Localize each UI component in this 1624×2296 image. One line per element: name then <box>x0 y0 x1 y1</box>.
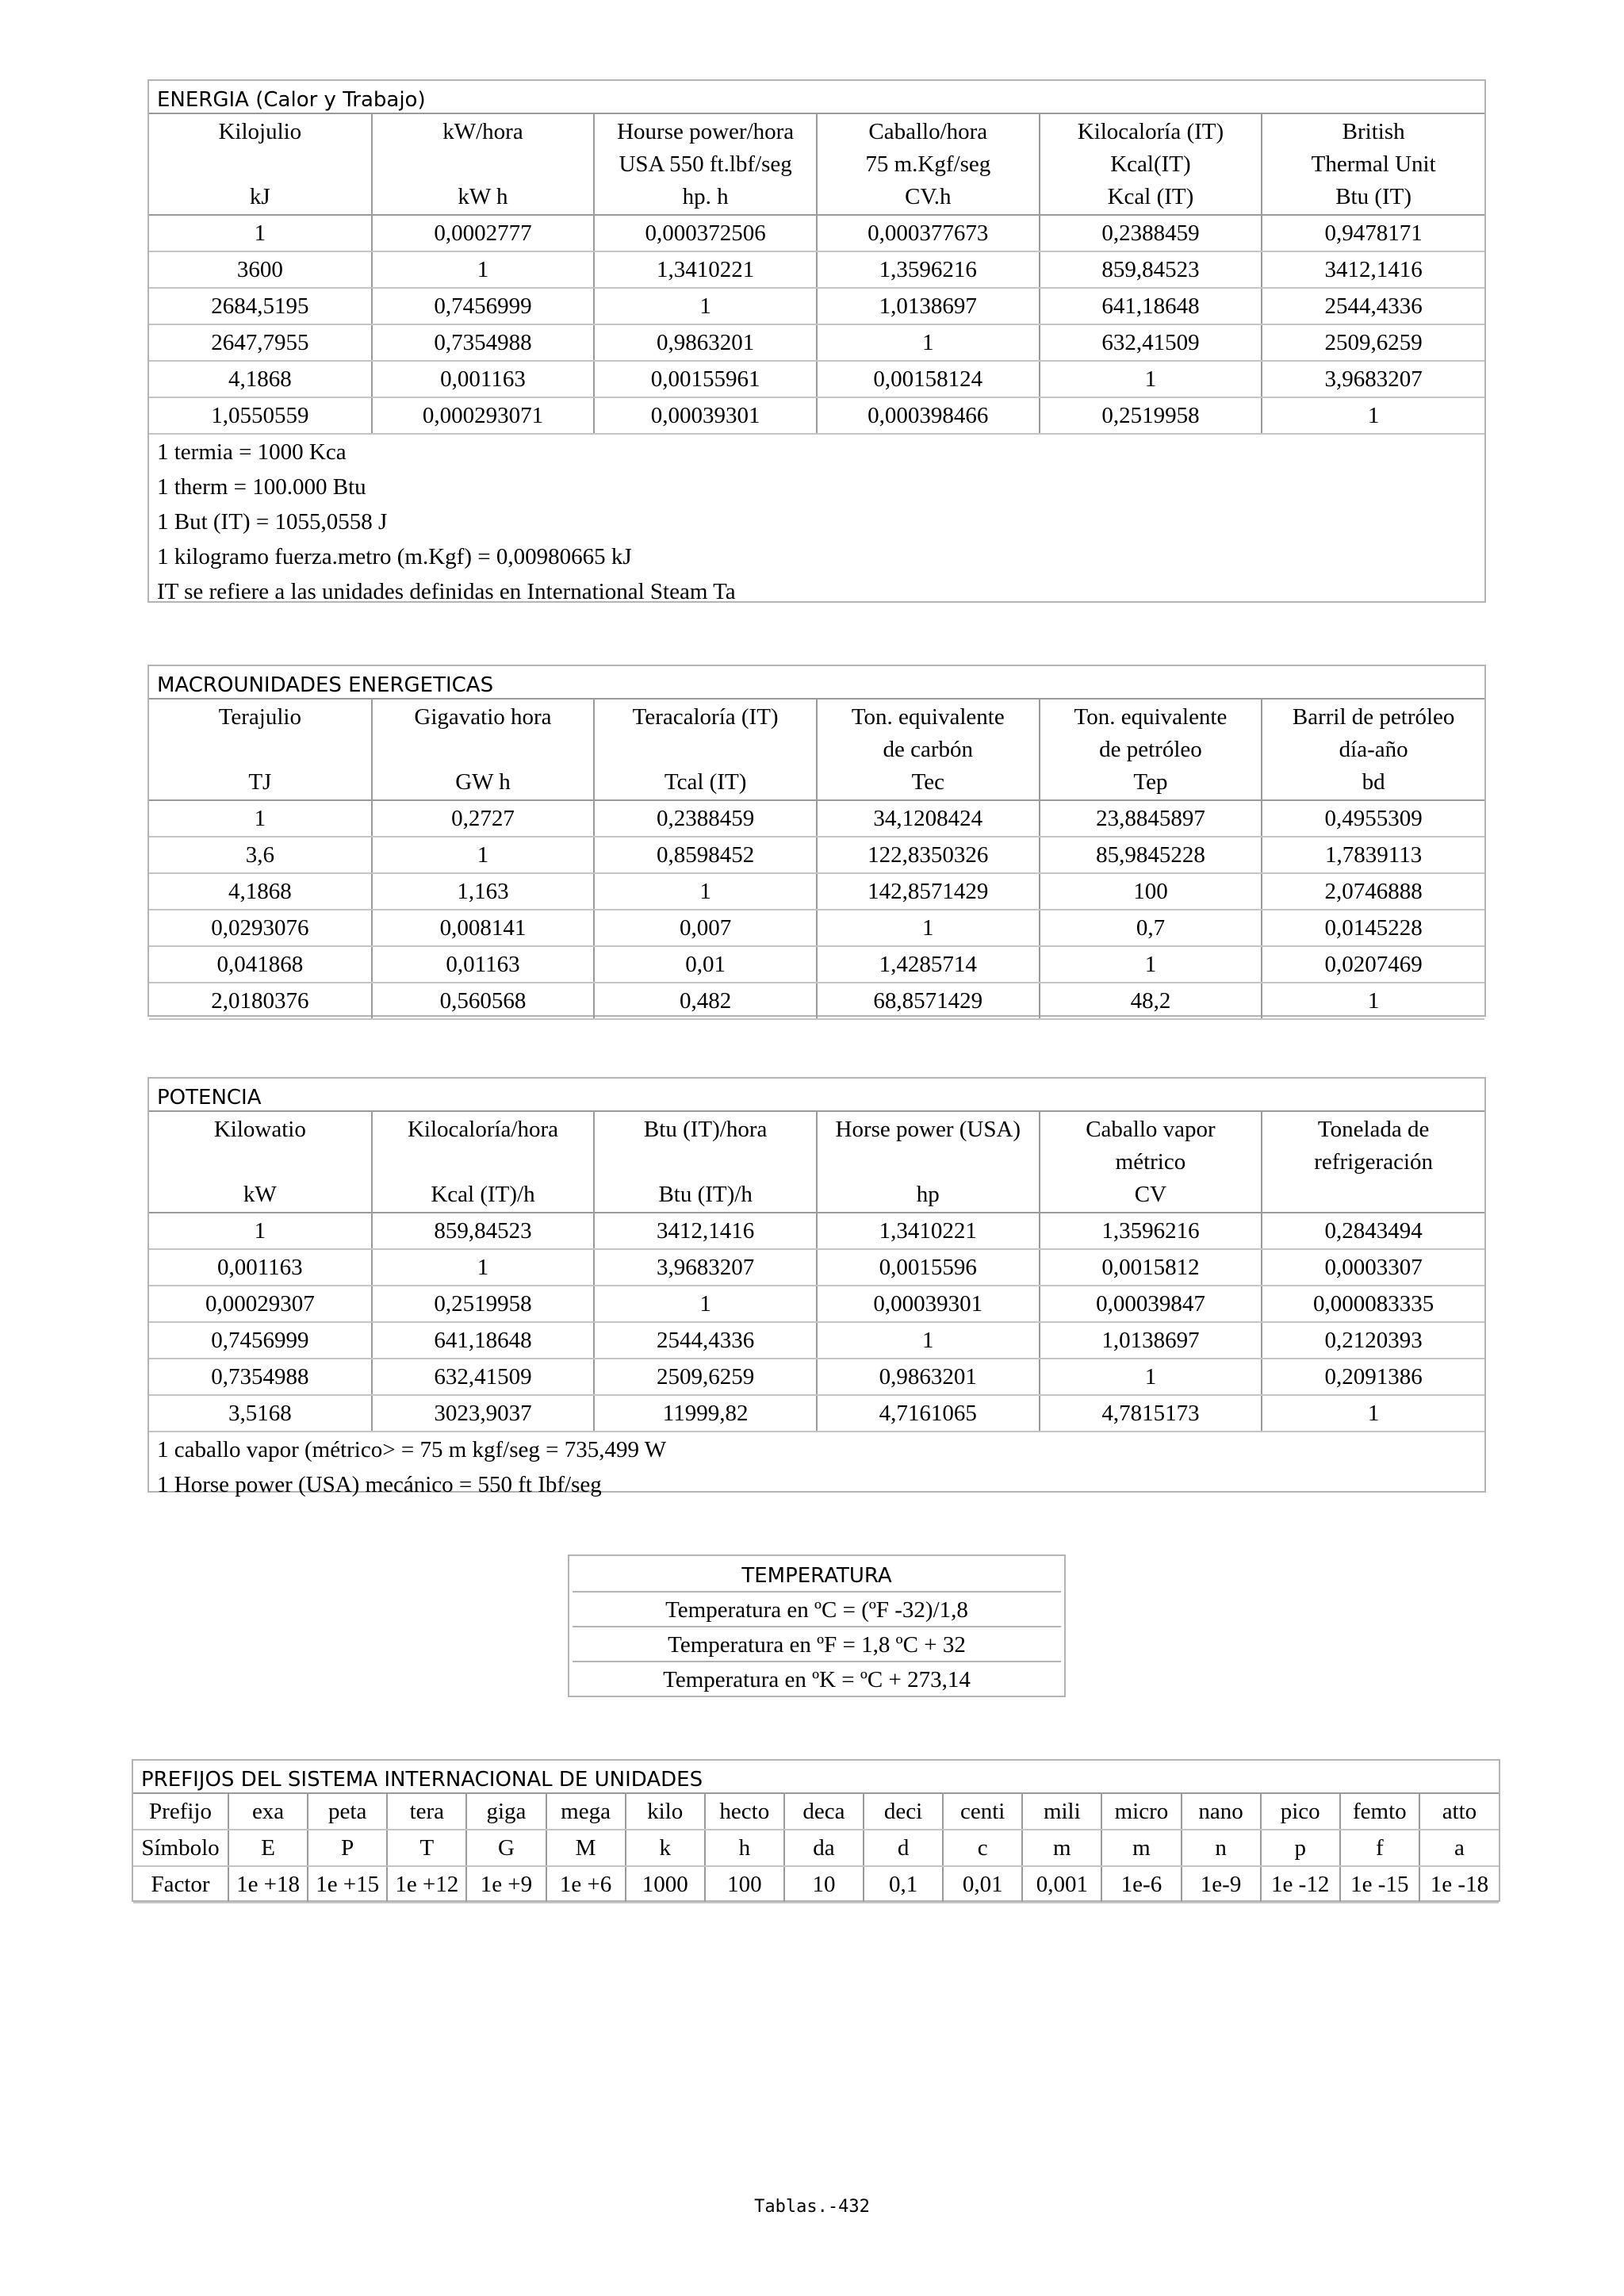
table-cell: 1 <box>1262 1395 1484 1432</box>
table-cell: 632,41509 <box>372 1359 595 1395</box>
header-cell: Caballo/hora <box>817 113 1040 149</box>
table-row <box>149 1322 1484 1359</box>
table-cell: 1 <box>817 910 1040 946</box>
table-cell: 0,1 <box>864 1866 943 1903</box>
table-cell: peta <box>308 1793 387 1830</box>
header-cell: Btu (IT)/hora <box>594 1111 817 1147</box>
table-cell: 0,560568 <box>372 983 595 1019</box>
table-cell: 0,2120393 <box>1262 1322 1484 1359</box>
energia-header <box>149 113 1484 215</box>
header-cell: Ton. equivalente <box>817 699 1040 734</box>
table-cell: 1e +6 <box>546 1866 626 1903</box>
table-row <box>149 946 1484 983</box>
header-cell: kW/hora <box>372 113 595 149</box>
table-cell: 4,7815173 <box>1040 1395 1262 1432</box>
table-row <box>149 1359 1484 1395</box>
header-cell: Kilocaloría (IT) <box>1040 113 1262 149</box>
table-cell: m <box>1101 1830 1181 1866</box>
table-cell: 100 <box>705 1866 784 1903</box>
potencia-note: 1 Horse power (USA) mecánico = 550 ft Ibf/seg <box>157 1472 602 1497</box>
table-cell: da <box>784 1830 864 1866</box>
header-cell: Terajulio <box>149 699 372 734</box>
header-cell: Tonelada de <box>1262 1111 1484 1147</box>
header-cell: TJ <box>248 769 272 795</box>
table-cell: 1 <box>594 873 817 910</box>
table-row <box>149 1286 1484 1322</box>
table-cell: 48,2 <box>1040 983 1262 1019</box>
table-cell: 1 <box>817 324 1040 361</box>
table-cell: 0,01163 <box>372 946 595 983</box>
table-row <box>149 397 1484 434</box>
table-cell: h <box>705 1830 784 1866</box>
table-row <box>149 288 1484 324</box>
table-cell: 1 <box>149 800 372 837</box>
table-cell: 0,000372506 <box>594 215 817 251</box>
header-cell: de carbón <box>817 734 1040 765</box>
prefijos-body <box>133 1793 1499 1903</box>
table-cell: kilo <box>626 1793 705 1830</box>
table-cell: 3412,1416 <box>1262 251 1484 288</box>
table-cell: 1000 <box>626 1866 705 1903</box>
table-cell: 1 <box>1262 397 1484 434</box>
energia-note: 1 termia = 1000 Kca <box>157 439 347 465</box>
table-cell: f <box>1340 1830 1419 1866</box>
header-cell: CV <box>1040 1177 1262 1213</box>
header-cell: Kcal (IT)/h <box>372 1177 595 1213</box>
table-cell: 0,000377673 <box>817 215 1040 251</box>
potencia-table <box>149 1110 1484 1432</box>
table-cell: centi <box>943 1793 1022 1830</box>
header-row <box>149 1147 1484 1177</box>
header-row <box>149 113 1484 149</box>
table-cell: P <box>308 1830 387 1866</box>
table-cell: 4,1868 <box>149 361 372 397</box>
table-cell: 1 <box>1040 1359 1262 1395</box>
table-cell: k <box>626 1830 705 1866</box>
table-cell: 2647,7955 <box>149 324 372 361</box>
table-cell: 3,9683207 <box>1262 361 1484 397</box>
table-cell: nano <box>1182 1793 1261 1830</box>
table-cell: deca <box>784 1793 864 1830</box>
table-cell: hecto <box>705 1793 784 1830</box>
table-cell: 0,0015812 <box>1040 1249 1262 1286</box>
table-row <box>149 910 1484 946</box>
table-cell: 859,84523 <box>372 1213 595 1249</box>
table-cell: mega <box>546 1793 626 1830</box>
table-cell: 1,0138697 <box>817 288 1040 324</box>
table-cell: 1,7839113 <box>1262 837 1484 873</box>
table-cell: 0,00039847 <box>1040 1286 1262 1322</box>
table-row <box>149 873 1484 910</box>
table-cell: 1e +9 <box>466 1866 546 1903</box>
macro-header <box>149 699 1484 800</box>
table-cell: Símbolo <box>133 1830 228 1866</box>
table-cell: 0,01 <box>943 1866 1022 1903</box>
table-cell: 2,0180376 <box>149 983 372 1019</box>
table-cell: deci <box>864 1793 943 1830</box>
header-row <box>149 765 1484 800</box>
table-cell: 1 <box>1040 361 1262 397</box>
table-cell: 641,18648 <box>372 1322 595 1359</box>
table-cell: 10 <box>784 1866 864 1903</box>
header-cell: British <box>1262 113 1484 149</box>
table-cell: 2,0746888 <box>1262 873 1484 910</box>
header-cell: Tec <box>817 765 1040 800</box>
table-cell: 0,008141 <box>372 910 595 946</box>
table-cell: 1 <box>372 1249 595 1286</box>
header-cell: de petróleo <box>1040 734 1262 765</box>
header-cell: Hourse power/hora <box>594 113 817 149</box>
table-cell: E <box>228 1830 308 1866</box>
table-cell: M <box>546 1830 626 1866</box>
potencia-note: 1 caballo vapor (métrico> = 75 m kgf/seg = 735,499 W <box>157 1437 667 1462</box>
table-cell: mili <box>1022 1793 1101 1830</box>
header-row <box>149 734 1484 765</box>
table-cell: 0,2843494 <box>1262 1213 1484 1249</box>
table-cell: 1 <box>594 288 817 324</box>
header-cell: día-año <box>1262 734 1484 765</box>
energia-note: IT se refiere a las unidades definidas en International Steam Ta <box>157 579 736 604</box>
header-cell <box>1262 1177 1484 1213</box>
table-cell: 1e +18 <box>228 1866 308 1903</box>
table-cell: 1e +12 <box>387 1866 466 1903</box>
temperatura-line: Temperatura en ºF = 1,8 ºC + 32 <box>573 1626 1061 1661</box>
table-cell: 1 <box>1262 983 1484 1019</box>
table-cell: 0,007 <box>594 910 817 946</box>
header-cell: CV.h <box>817 179 1040 215</box>
table-cell: 3412,1416 <box>594 1213 817 1249</box>
table-cell: 2684,5195 <box>149 288 372 324</box>
table-cell: tera <box>387 1793 466 1830</box>
table-cell: 0,2388459 <box>1040 215 1262 251</box>
table-cell: 1 <box>372 837 595 873</box>
header-cell: métrico <box>1040 1147 1262 1177</box>
table-cell: 0,2727 <box>372 800 595 837</box>
table-row <box>149 1213 1484 1249</box>
header-row <box>149 149 1484 179</box>
table-cell: 0,0002777 <box>372 215 595 251</box>
table-cell: m <box>1022 1830 1101 1866</box>
table-row <box>149 361 1484 397</box>
table-cell: 4,7161065 <box>817 1395 1040 1432</box>
macro-body <box>149 800 1484 1019</box>
energia-body <box>149 215 1484 434</box>
table-cell: 0,7354988 <box>372 324 595 361</box>
table-cell: 3,5168 <box>149 1395 372 1432</box>
table-cell: 0,9478171 <box>1262 215 1484 251</box>
table-cell: 0,001 <box>1022 1866 1101 1903</box>
table-cell: T <box>387 1830 466 1866</box>
table-cell: 0,2519958 <box>372 1286 595 1322</box>
header-cell: Kilocaloría/hora <box>372 1111 595 1147</box>
prefijos-title: PREFIJOS DEL SISTEMA INTERNACIONAL DE UNIDADES <box>141 1768 703 1792</box>
table-row <box>149 324 1484 361</box>
table-row <box>133 1793 1499 1830</box>
table-cell: 0,000293071 <box>372 397 595 434</box>
macro-section <box>147 665 1486 1017</box>
table-cell: 0,9863201 <box>817 1359 1040 1395</box>
header-cell: Tcal (IT) <box>594 765 817 800</box>
header-cell <box>149 149 372 179</box>
table-cell: 1,4285714 <box>817 946 1040 983</box>
header-row <box>149 1111 1484 1147</box>
table-row <box>133 1866 1499 1903</box>
header-row <box>149 1177 1484 1213</box>
table-cell: 1,3410221 <box>817 1213 1040 1249</box>
table-cell: 1 <box>817 1322 1040 1359</box>
header-cell: Ton. equivalente <box>1040 699 1262 734</box>
table-cell: 0,0015596 <box>817 1249 1040 1286</box>
table-cell: 0,041868 <box>149 946 372 983</box>
energia-note: 1 kilogramo fuerza.metro (m.Kgf) = 0,00980665 kJ <box>157 544 632 569</box>
table-row <box>149 1395 1484 1432</box>
table-cell: 2509,6259 <box>594 1359 817 1395</box>
table-cell: 4,1868 <box>149 873 372 910</box>
table-cell: femto <box>1340 1793 1419 1830</box>
table-cell: 23,8845897 <box>1040 800 1262 837</box>
header-cell: Gigavatio hora <box>372 699 595 734</box>
temperatura-section <box>568 1554 1066 1697</box>
table-row <box>149 251 1484 288</box>
table-cell: pico <box>1261 1793 1340 1830</box>
header-cell: Kcal(IT) <box>1040 149 1262 179</box>
table-cell: 1,3410221 <box>594 251 817 288</box>
table-cell: 0,00158124 <box>817 361 1040 397</box>
table-cell: giga <box>466 1793 546 1830</box>
table-cell: 3,9683207 <box>594 1249 817 1286</box>
table-cell: 859,84523 <box>1040 251 1262 288</box>
energia-note: 1 But (IT) = 1055,0558 J <box>157 509 388 535</box>
header-cell <box>594 734 817 765</box>
table-cell: 3600 <box>149 251 372 288</box>
table-cell: 1 <box>594 1286 817 1322</box>
header-cell: USA 550 ft.lbf/seg <box>594 149 817 179</box>
table-cell: 1,3596216 <box>817 251 1040 288</box>
table-cell: Prefijo <box>133 1793 228 1830</box>
table-cell: 0,0003307 <box>1262 1249 1484 1286</box>
table-cell: 34,1208424 <box>817 800 1040 837</box>
table-cell: 0,7456999 <box>149 1322 372 1359</box>
table-row <box>133 1830 1499 1866</box>
header-cell: bd <box>1262 765 1484 800</box>
table-cell: 0,0293076 <box>149 910 372 946</box>
energia-title: ENERGIA (Calor y Trabajo) <box>157 88 426 112</box>
table-cell: Factor <box>133 1866 228 1903</box>
table-cell: 632,41509 <box>1040 324 1262 361</box>
header-cell: Kilowatio <box>149 1111 372 1147</box>
table-cell: 1e +15 <box>308 1866 387 1903</box>
header-cell: Thermal Unit <box>1262 149 1484 179</box>
table-cell: micro <box>1101 1793 1181 1830</box>
table-cell: atto <box>1419 1793 1499 1830</box>
header-cell: kJ <box>249 184 270 209</box>
temperatura-line: Temperatura en ºC = (ºF -32)/1,8 <box>573 1591 1061 1626</box>
header-cell: Btu (IT) <box>1262 179 1484 215</box>
header-cell: kW h <box>372 179 595 215</box>
table-cell: n <box>1182 1830 1261 1866</box>
potencia-title: POTENCIA <box>157 1086 262 1110</box>
table-cell: 0,2519958 <box>1040 397 1262 434</box>
header-cell <box>372 734 595 765</box>
temperatura-title: TEMPERATURA <box>741 1564 892 1588</box>
table-cell: 1,0138697 <box>1040 1322 1262 1359</box>
header-cell: Caballo vapor <box>1040 1111 1262 1147</box>
table-cell: 0,8598452 <box>594 837 817 873</box>
table-cell: 1 <box>372 251 595 288</box>
table-cell: 0,001163 <box>372 361 595 397</box>
prefijos-section <box>132 1759 1500 1902</box>
table-cell: 85,9845228 <box>1040 837 1262 873</box>
table-cell: 0,7456999 <box>372 288 595 324</box>
table-cell: p <box>1261 1830 1340 1866</box>
table-cell: 122,8350326 <box>817 837 1040 873</box>
table-cell: 0,7 <box>1040 910 1262 946</box>
header-cell <box>372 149 595 179</box>
table-cell: 142,8571429 <box>817 873 1040 910</box>
header-cell <box>594 1147 817 1177</box>
table-cell: 3023,9037 <box>372 1395 595 1432</box>
table-cell: 0,9863201 <box>594 324 817 361</box>
table-cell: 2509,6259 <box>1262 324 1484 361</box>
header-row <box>149 179 1484 215</box>
header-cell <box>149 734 372 765</box>
prefijos-table <box>133 1792 1499 1903</box>
table-cell: 1e-9 <box>1182 1866 1261 1903</box>
header-cell: Kilojulio <box>149 113 372 149</box>
potencia-header <box>149 1111 1484 1213</box>
header-cell <box>817 1147 1040 1177</box>
header-cell <box>372 1147 595 1177</box>
temperatura-line: Temperatura en ºK = ºC + 273,14 <box>573 1661 1061 1696</box>
table-cell: 0,00029307 <box>149 1286 372 1322</box>
table-cell: 1 <box>1040 946 1262 983</box>
header-cell: hp. h <box>594 179 817 215</box>
potencia-body <box>149 1213 1484 1432</box>
table-cell: 0,00039301 <box>817 1286 1040 1322</box>
energia-notes <box>149 435 1484 609</box>
table-cell: 0,00039301 <box>594 397 817 434</box>
table-cell: 3,6 <box>149 837 372 873</box>
header-cell: Btu (IT)/h <box>594 1177 817 1213</box>
table-row <box>149 215 1484 251</box>
table-cell: 1 <box>149 1213 372 1249</box>
header-cell: Kcal (IT) <box>1040 179 1262 215</box>
table-cell: 2544,4336 <box>1262 288 1484 324</box>
header-cell <box>149 1147 372 1177</box>
table-row <box>149 983 1484 1019</box>
table-cell: 0,000398466 <box>817 397 1040 434</box>
energia-table <box>149 113 1484 435</box>
energia-note: 1 therm = 100.000 Btu <box>157 474 366 500</box>
header-cell: Teracaloría (IT) <box>594 699 817 734</box>
table-cell: 641,18648 <box>1040 288 1262 324</box>
table-cell: 1,163 <box>372 873 595 910</box>
table-cell: c <box>943 1830 1022 1866</box>
header-cell: refrigeración <box>1262 1147 1484 1177</box>
table-cell: 0,00155961 <box>594 361 817 397</box>
header-cell: hp <box>817 1177 1040 1213</box>
table-cell: 1e -18 <box>1419 1866 1499 1903</box>
table-cell: 0,0145228 <box>1262 910 1484 946</box>
table-cell: 0,2388459 <box>594 800 817 837</box>
table-row <box>149 1249 1484 1286</box>
table-cell: 1,0550559 <box>149 397 372 434</box>
header-row <box>149 699 1484 734</box>
table-cell: 0,01 <box>594 946 817 983</box>
table-cell: 1e-6 <box>1101 1866 1181 1903</box>
table-cell: 1,3596216 <box>1040 1213 1262 1249</box>
table-cell: 0,7354988 <box>149 1359 372 1395</box>
table-cell: d <box>864 1830 943 1866</box>
macro-title: MACROUNIDADES ENERGETICAS <box>157 673 494 697</box>
header-cell: 75 m.Kgf/seg <box>817 149 1040 179</box>
header-cell: GW h <box>372 765 595 800</box>
potencia-notes <box>149 1432 1484 1502</box>
header-cell: Horse power (USA) <box>817 1111 1040 1147</box>
table-row <box>149 837 1484 873</box>
table-cell: 1e -12 <box>1261 1866 1340 1903</box>
table-cell: a <box>1419 1830 1499 1866</box>
header-cell: kW <box>243 1182 277 1207</box>
table-row <box>149 800 1484 837</box>
table-cell: G <box>466 1830 546 1866</box>
table-cell: 0,001163 <box>149 1249 372 1286</box>
table-cell: 1 <box>149 215 372 251</box>
header-cell: Barril de petróleo <box>1262 699 1484 734</box>
table-cell: 0,2091386 <box>1262 1359 1484 1395</box>
potencia-section <box>147 1077 1486 1497</box>
table-cell: 0,4955309 <box>1262 800 1484 837</box>
table-cell: 0,0207469 <box>1262 946 1484 983</box>
table-cell: 1e -15 <box>1340 1866 1419 1903</box>
table-cell: 0,000083335 <box>1262 1286 1484 1322</box>
header-cell: Tep <box>1040 765 1262 800</box>
table-cell: 11999,82 <box>594 1395 817 1432</box>
table-cell: 2544,4336 <box>594 1322 817 1359</box>
table-cell: exa <box>228 1793 308 1830</box>
table-cell: 100 <box>1040 873 1262 910</box>
macro-table <box>149 698 1484 1020</box>
table-cell: 68,8571429 <box>817 983 1040 1019</box>
energia-section <box>147 79 1486 603</box>
page-footer: Tablas.-432 <box>754 2197 870 2217</box>
table-cell: 0,482 <box>594 983 817 1019</box>
